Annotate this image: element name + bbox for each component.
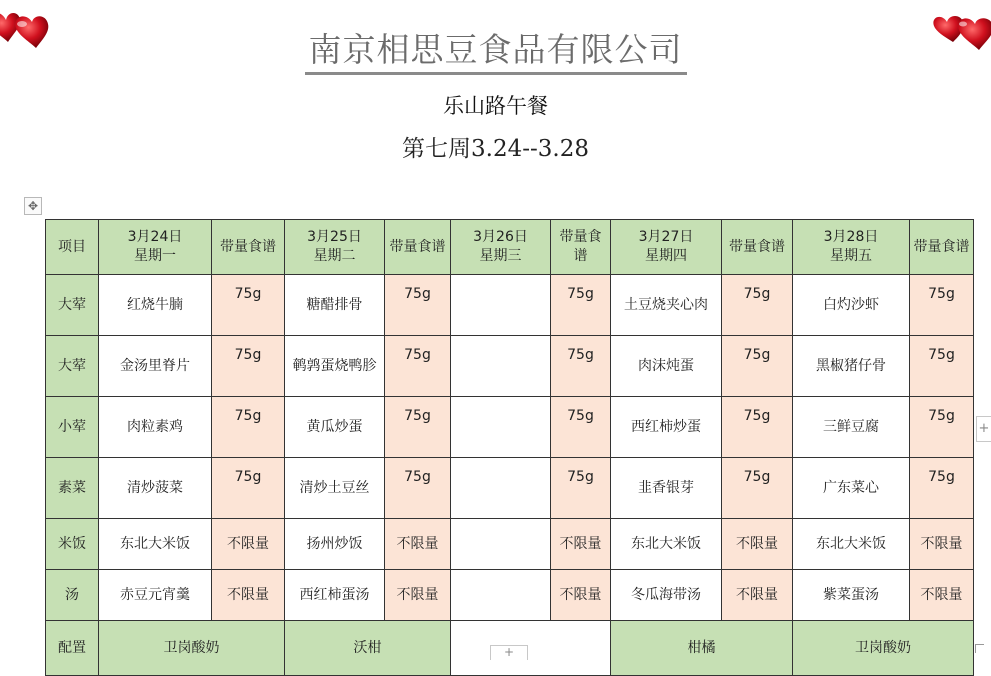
dish-cell[interactable] [451, 519, 551, 570]
quantity-cell[interactable]: 75g [910, 397, 974, 458]
dish-cell[interactable] [451, 275, 551, 336]
day-weekday: 星期四 [645, 248, 687, 264]
quantity-cell[interactable]: 75g [551, 458, 611, 519]
config-item-cell[interactable]: 柑橘 [611, 621, 793, 676]
day-weekday: 星期三 [479, 248, 522, 264]
dish-cell[interactable]: 肉粒素鸡 [99, 397, 212, 458]
qty-header-cell[interactable]: 带量食谱 [910, 220, 974, 275]
menu-subtitle: 乐山路午餐 [443, 94, 548, 118]
quantity-cell[interactable]: 75g [385, 275, 451, 336]
dish-cell[interactable]: 清炒菠菜 [99, 458, 212, 519]
menu-row [46, 519, 974, 570]
day-date: 3月26日 [473, 229, 528, 245]
dish-cell[interactable]: 黄瓜炒蛋 [285, 397, 385, 458]
category-cell[interactable]: 小荤 [46, 397, 99, 458]
dish-cell[interactable]: 东北大米饭 [99, 519, 212, 570]
menu-row [46, 570, 974, 621]
dish-cell[interactable] [451, 397, 551, 458]
table-move-handle-icon[interactable]: ✥ [24, 197, 42, 215]
day-weekday: 星期一 [134, 248, 176, 264]
quantity-cell[interactable]: 75g [910, 458, 974, 519]
dish-cell[interactable]: 红烧牛腩 [99, 275, 212, 336]
quantity-cell[interactable]: 不限量 [910, 570, 974, 621]
dish-cell[interactable]: 扬州炒饭 [285, 519, 385, 570]
quantity-cell[interactable]: 75g [910, 275, 974, 336]
quantity-cell[interactable]: 不限量 [551, 570, 611, 621]
menu-row [46, 397, 974, 458]
day-weekday: 星期五 [830, 248, 872, 264]
dish-cell[interactable]: 清炒土豆丝 [285, 458, 385, 519]
dish-cell[interactable]: 紫菜蛋汤 [793, 570, 910, 621]
config-item-cell[interactable] [451, 621, 611, 676]
qty-header-cell[interactable]: 带量食谱 [385, 220, 451, 275]
dish-cell[interactable]: 冬瓜海带汤 [611, 570, 722, 621]
quantity-cell[interactable]: 75g [212, 397, 285, 458]
quantity-cell[interactable]: 不限量 [722, 570, 793, 621]
quantity-cell[interactable]: 不限量 [910, 519, 974, 570]
menu-row [46, 275, 974, 336]
category-cell[interactable]: 大荤 [46, 275, 99, 336]
day-header-cell[interactable] [99, 220, 212, 275]
quantity-cell[interactable]: 75g [722, 275, 793, 336]
quantity-cell[interactable]: 不限量 [722, 519, 793, 570]
dish-cell[interactable]: 韭香银芽 [611, 458, 722, 519]
dish-cell[interactable]: 黑椒猪仔骨 [793, 336, 910, 397]
week-range: 第七周3.24--3.28 [402, 136, 589, 162]
day-header-cell[interactable] [285, 220, 385, 275]
config-label-cell[interactable]: 配置 [46, 621, 99, 676]
quantity-cell[interactable]: 75g [385, 397, 451, 458]
quantity-cell[interactable]: 75g [551, 336, 611, 397]
dish-cell[interactable]: 土豆烧夹心肉 [611, 275, 722, 336]
dish-cell[interactable]: 白灼沙虾 [793, 275, 910, 336]
quantity-cell[interactable]: 不限量 [385, 570, 451, 621]
dish-cell[interactable] [451, 336, 551, 397]
day-header-cell[interactable] [451, 220, 551, 275]
day-date: 3月25日 [307, 229, 362, 245]
dish-cell[interactable]: 西红柿蛋汤 [285, 570, 385, 621]
menu-row [46, 336, 974, 397]
day-date: 3月24日 [127, 229, 183, 245]
quantity-cell[interactable]: 75g [551, 397, 611, 458]
dish-cell[interactable]: 西红柿炒蛋 [611, 397, 722, 458]
header-row [46, 220, 974, 275]
day-date: 3月28日 [823, 229, 879, 245]
dish-cell[interactable]: 鹌鹑蛋烧鸭胗 [285, 336, 385, 397]
quantity-cell[interactable]: 不限量 [551, 519, 611, 570]
quantity-cell[interactable]: 75g [212, 275, 285, 336]
quantity-cell[interactable]: 75g [385, 336, 451, 397]
day-date: 3月27日 [638, 229, 694, 245]
lunch-menu-table [45, 219, 974, 676]
qty-header-cell[interactable]: 带量食谱 [722, 220, 793, 275]
corner-cell[interactable]: 项目 [46, 220, 99, 275]
dish-cell[interactable]: 肉沫炖蛋 [611, 336, 722, 397]
quantity-cell[interactable]: 75g [722, 458, 793, 519]
dish-cell[interactable]: 广东菜心 [793, 458, 910, 519]
dish-cell[interactable]: 东北大米饭 [793, 519, 910, 570]
qty-header-cell[interactable]: 带量食谱 [551, 220, 611, 275]
dish-cell[interactable]: 糖醋排骨 [285, 275, 385, 336]
dish-cell[interactable]: 金汤里脊片 [99, 336, 212, 397]
category-cell[interactable]: 大荤 [46, 336, 99, 397]
quantity-cell[interactable]: 75g [212, 336, 285, 397]
dish-cell[interactable]: 赤豆元宵羹 [99, 570, 212, 621]
quantity-cell[interactable]: 不限量 [212, 519, 285, 570]
quantity-cell[interactable]: 不限量 [385, 519, 451, 570]
category-cell[interactable]: 米饭 [46, 519, 99, 570]
table-resize-handle[interactable] [975, 644, 984, 653]
dish-cell[interactable] [451, 458, 551, 519]
quantity-cell[interactable]: 75g [722, 397, 793, 458]
quantity-cell[interactable]: 75g [551, 275, 611, 336]
category-cell[interactable]: 汤 [46, 570, 99, 621]
add-column-button[interactable]: + [976, 416, 991, 442]
company-title: 南京相思豆食品有限公司 [0, 30, 991, 75]
quantity-cell[interactable]: 75g [910, 336, 974, 397]
quantity-cell[interactable]: 75g [212, 458, 285, 519]
config-item-cell[interactable]: 卫岗酸奶 [99, 621, 285, 676]
config-item-cell[interactable]: 卫岗酸奶 [793, 621, 974, 676]
dish-cell[interactable]: 东北大米饭 [611, 519, 722, 570]
add-row-button[interactable]: + [490, 645, 528, 660]
menu-row [46, 458, 974, 519]
quantity-cell[interactable]: 75g [722, 336, 793, 397]
day-header-cell[interactable] [611, 220, 722, 275]
dish-cell[interactable] [451, 570, 551, 621]
day-header-cell[interactable] [793, 220, 910, 275]
config-item-cell[interactable]: 沃柑 [285, 621, 451, 676]
dish-cell[interactable]: 三鲜豆腐 [793, 397, 910, 458]
quantity-cell[interactable]: 75g [385, 458, 451, 519]
qty-header-cell[interactable]: 带量食谱 [212, 220, 285, 275]
quantity-cell[interactable]: 不限量 [212, 570, 285, 621]
category-cell[interactable]: 素菜 [46, 458, 99, 519]
day-weekday: 星期二 [313, 248, 356, 264]
